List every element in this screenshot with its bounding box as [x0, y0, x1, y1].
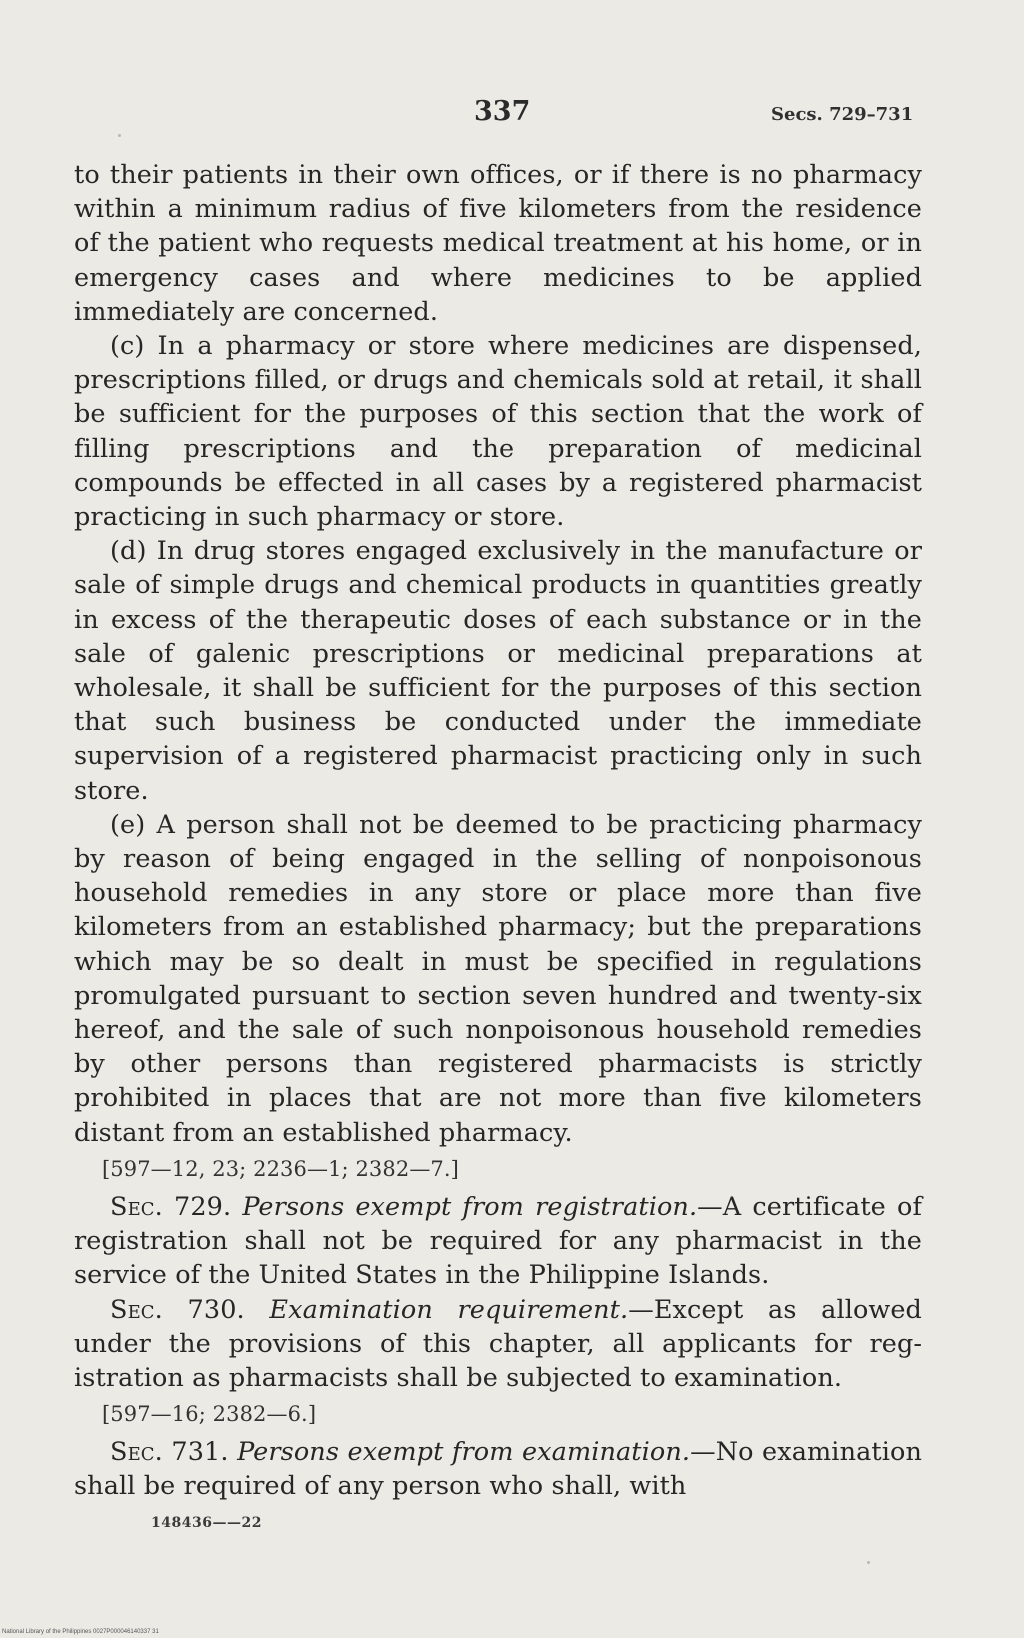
- section-730: [74, 1293, 922, 1396]
- section-729-title: Persons exempt from registration.: [242, 1191, 698, 1222]
- paper-speck: [118, 134, 121, 137]
- section-730-text: —Except as allowed under the provisions of this chapter, all applicants for registration as pharmacists shall be subjected to examination.: [74, 1294, 922, 1393]
- citation-sec-728: [597—12, 23; 2236—1; 2382—7.]: [102, 1156, 459, 1181]
- paper-speck: [867, 1561, 870, 1564]
- section-730-title: Examination requirement.: [269, 1294, 629, 1325]
- body-text: [74, 158, 922, 1504]
- page-number: 337: [474, 96, 531, 127]
- paragraph-d: (d) In drug stores engaged exclusively in the manufacture or sale of simple drugs and chemical products in quantities greatly in excess of the therapeutic doses of each substance or in the sale of galenic prescriptions or medicinal preparations at wholesale, it shall be sufficient for the purposes of this section that such business be conducted under the immediate supervision of a registered pharmacist practicing only in such store.: [74, 536, 922, 806]
- printer-signature-mark: 148436——22: [151, 1515, 262, 1531]
- section-730-label: Sec. 730.: [110, 1294, 245, 1325]
- section-729-label: Sec. 729.: [110, 1191, 232, 1222]
- section-731-label: Sec. 731.: [110, 1437, 229, 1468]
- running-head-sections: Secs. 729–731: [771, 104, 914, 125]
- section-731: [74, 1435, 922, 1503]
- section-731-title: Persons exempt from examination.: [237, 1437, 691, 1468]
- section-731-text: —No examination shall be required of any person who shall, with: [74, 1437, 922, 1502]
- section-729: [74, 1190, 922, 1293]
- citation-sec-730: [597—16; 2382—6.]: [102, 1402, 317, 1427]
- paragraph-c: (c) In a pharmacy or store where medicines are dispensed, prescriptions filled, or drugs and chemicals sold at retail, it shall be sufficient for the purposes of this section that the work of filling prescriptions and the preparation of medicinal compounds be effected in all cases by a registered pharmacist practicing in such pharmacy or store.: [74, 331, 922, 533]
- paragraph-e: (e) A person shall not be deemed to be practicing pharmacy by reason of being engaged in the selling of nonpoisonous household remedies in any store or place more than five kilometers from an established pharmacy; but the preparations which may be so dealt in must be specified in regulations promulgated pursuant to section seven hundred and twenty-six hereof, and the sale of such nonpoisonous household remedies by other persons than registered pharmacists is strictly prohibited in places that are not more than five kilometers distant from an established pharmacy.: [74, 809, 922, 1148]
- section-729-text: —A certificate of registration shall not be required for any pharmacist in the service of the United States in the Philippine Islands.: [74, 1191, 922, 1291]
- archive-footer-label: National Library of the Philippines 0027P000046140337 31: [2, 1629, 159, 1635]
- paragraph-continued: to their patients in their own offices, or if there is no pharmacy within a minimum radius of five kilometers from the residence of the patient who requests medical treatment at his home, or in emergency cases and where medicines to be applied immediately are concerned.: [74, 160, 922, 327]
